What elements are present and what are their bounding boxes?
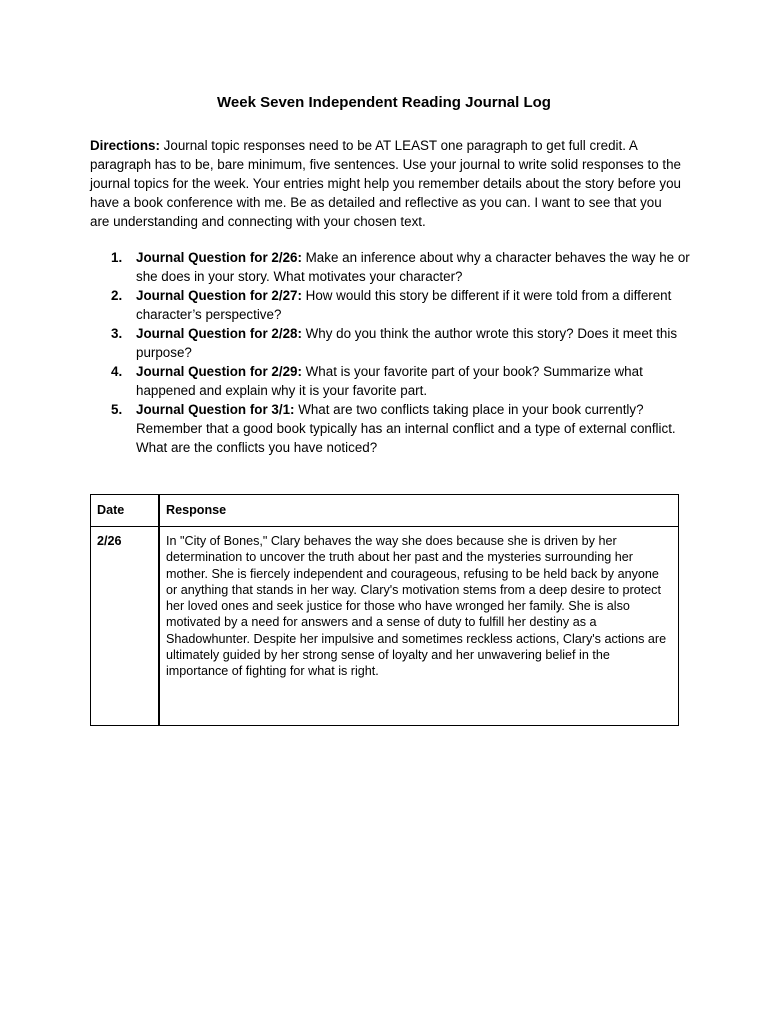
question-number: 5. xyxy=(111,402,123,417)
page-title: Week Seven Independent Reading Journal Log xyxy=(217,94,551,111)
entry-response-cell[interactable]: In "City of Bones," Clary behaves the way she does because she is driven by her determination to uncover the truth about her past and the mysteries surrounding her mother. She is fiercely independent and courageous, refusing to be held back by anyone or anything that stands in her way. Clary's motivation stems from a deep desire to protect her loved ones and seek justice for those who have wronged her family. She is also motivated by a need for answers and a sense of duty to fulfill her destiny as a Shadowhunter. Despite her impulsive and sometimes reckless actions, Clary's actions are ultimately guided by her strong sense of loyalty and her unwavering belief in the importance of fighting for what is right. xyxy=(159,527,679,726)
question-text: How would this story be different if it were told from a different character’s perspective? xyxy=(136,288,672,322)
question-text: What is your favorite part of your book? Summarize what happened and explain why it is your favorite part. xyxy=(136,364,643,398)
question-text: Make an inference about why a character behaves the way he or she does in your story. What motivates your character? xyxy=(136,250,690,284)
question-number: 2. xyxy=(111,288,123,303)
question-label: Journal Question for 3/1: xyxy=(136,402,295,417)
journal-log-table xyxy=(90,494,679,726)
journal-question-item xyxy=(90,324,690,362)
question-number: 3. xyxy=(111,326,123,341)
journal-question-item xyxy=(90,286,690,324)
directions-label: Directions: xyxy=(90,138,160,153)
question-label: Journal Question for 2/27: xyxy=(136,288,302,303)
table-row xyxy=(91,527,679,726)
journal-question-item xyxy=(90,362,690,400)
response-column-header: Response xyxy=(159,495,679,527)
journal-question-item xyxy=(90,400,690,457)
table-header-row xyxy=(91,495,679,527)
date-column-header: Date xyxy=(91,495,160,527)
question-number: 4. xyxy=(111,364,123,379)
question-label: Journal Question for 2/28: xyxy=(136,326,302,341)
journal-question-item xyxy=(90,248,690,286)
directions-text: Journal topic responses need to be AT LEAST one paragraph to get full credit. A paragraph has to be, bare minimum, five sentences. Use your journal to write solid responses to the journal topics for the week. Your entries might help you remember details about the story before you have a book conference with me. Be as detailed and reflective as you can. I want to see that you are understanding and connecting with your chosen text. xyxy=(90,138,682,229)
journal-question-list xyxy=(90,248,690,457)
question-label: Journal Question for 2/29: xyxy=(136,364,302,379)
entry-date-cell: 2/26 xyxy=(91,527,160,726)
question-number: 1. xyxy=(111,250,123,265)
question-text: What are two conflicts taking place in your book currently? Remember that a good book typically has an internal conflict and a type of external conflict. What are the conflicts you have noticed? xyxy=(136,402,676,455)
directions-paragraph xyxy=(90,136,682,231)
question-text: Why do you think the author wrote this story? Does it meet this purpose? xyxy=(136,326,678,360)
question-label: Journal Question for 2/26: xyxy=(136,250,302,265)
